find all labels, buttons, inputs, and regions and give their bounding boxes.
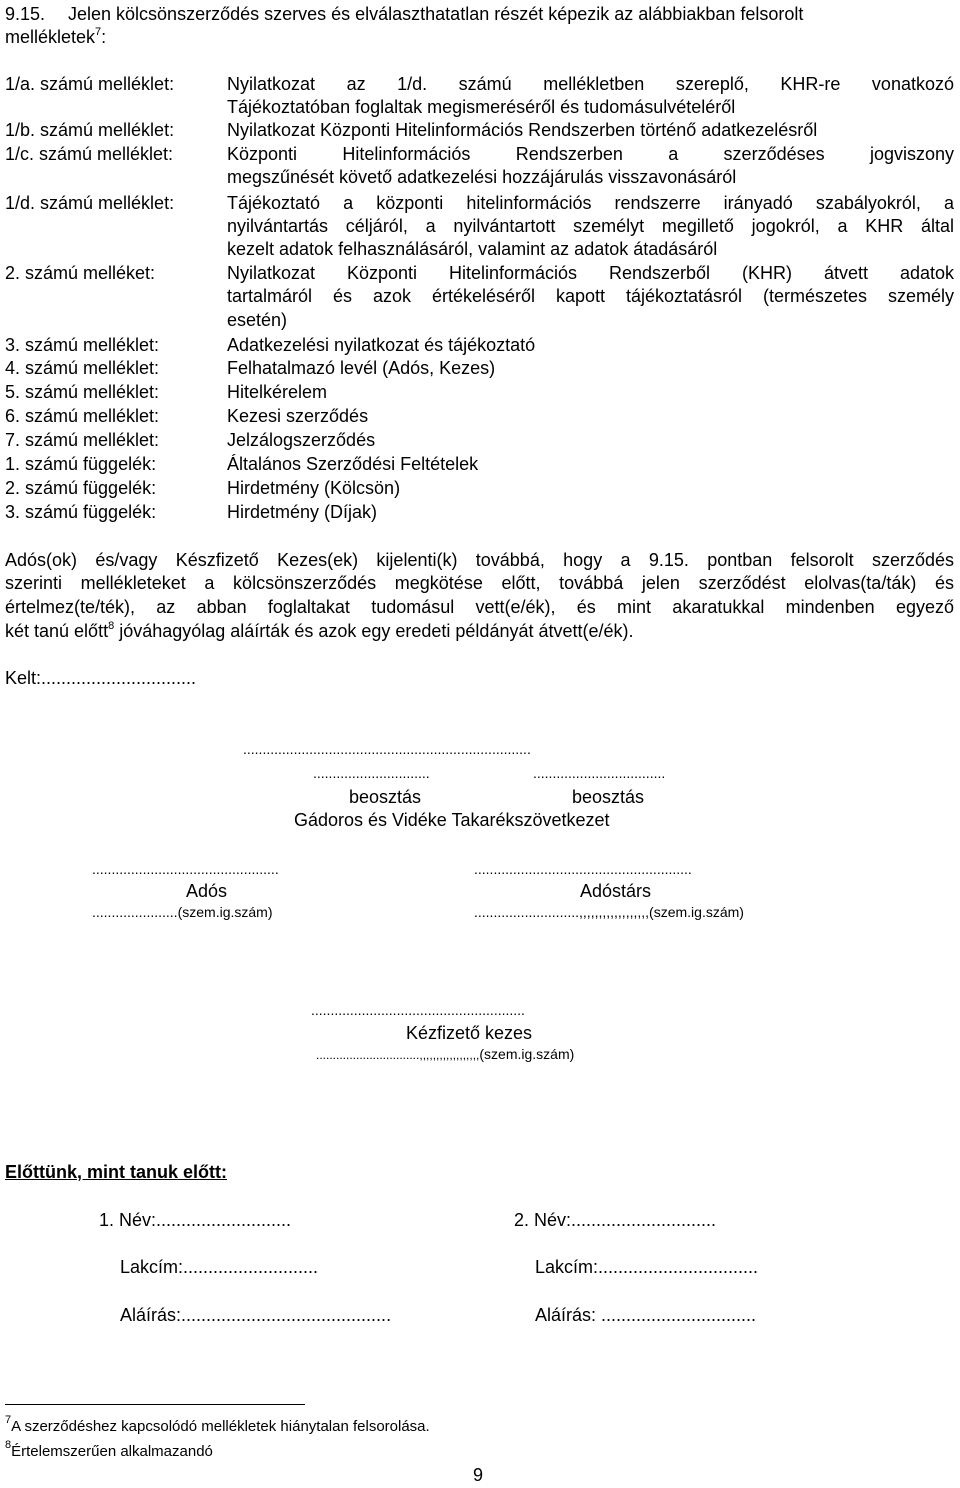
attachment-text: tartalmáról és azok értékeléséről kapott tájékoztatásról (természetes személy: [227, 286, 954, 306]
id-number-field: [92, 904, 272, 922]
id-number-field: [474, 904, 744, 922]
attachment-label: 5. számú melléklet:: [5, 382, 160, 402]
appendix-text: Általános Szerződési Feltételek: [227, 454, 479, 474]
section-number: [5, 3, 45, 26]
id-label: (szem.ig.szám): [177, 904, 273, 920]
declaration-line: [5, 620, 634, 643]
footnote-7: [5, 1414, 430, 1436]
attachment-label: 7. számú melléklet:: [5, 430, 160, 450]
declaration-text: jóváhagyólag aláírták és azok egy eredeti példányát átvett(e/ék).: [114, 621, 634, 641]
witness2-signature-text: Aláírás: ...............................: [535, 1305, 757, 1325]
section-heading-line2: [5, 26, 106, 49]
attachment-label: 1/b. számú melléklet:: [5, 120, 175, 140]
appendix-label: 3. számú függelék:: [5, 502, 157, 522]
attachment-text: Kezesi szerződés: [227, 406, 369, 426]
footnote-number: 7: [5, 1414, 12, 1426]
attachment-text: Adatkezelési nyilatkozat és tájékoztató: [227, 335, 536, 355]
attachment-text: Központi Hitelinformációs Rendszerben a szerződéses jogviszony: [227, 144, 954, 164]
date-place-field: Kelt:...............................: [5, 668, 197, 688]
signature-dots: ..........................................................................: [243, 741, 531, 757]
witness1-signature-field: Aláírás:..........................................: [120, 1305, 392, 1325]
id-dots: ......................: [92, 904, 178, 920]
appendix-label: 1. számú függelék:: [5, 454, 157, 474]
attachment-text: megszűnését követő adatkezelési hozzájárulás visszavonásáról: [227, 167, 737, 187]
page-number: 9: [473, 1465, 484, 1485]
attachment-label: 6. számú melléklet:: [5, 406, 160, 426]
witnesses-heading: Előttünk, mint tanuk előtt:: [5, 1162, 227, 1182]
attachment-text: nyilvántartás céljáról, a nyilvántartott személyt megillető jogokról, a KHR által: [227, 216, 954, 236]
footnote-ref-7: 7: [95, 26, 102, 38]
id-label: (szem.ig.szám): [649, 904, 744, 920]
declaration-line: értelmez(te/ték), az abban foglaltakat tudomásul vett(e/ék), és mint akaratukkal mindenben egyező: [5, 597, 954, 617]
co-debtor-label: Adóstárs: [580, 881, 652, 901]
appendix-text: Hirdetmény (Díjak): [227, 502, 378, 522]
appendix-text: Hirdetmény (Kölcsön): [227, 478, 401, 498]
attachment-label: 1/c. számú melléklet:: [5, 144, 174, 164]
witness2-name-field: 2. Név:.............................: [514, 1210, 717, 1230]
footnote-ref-8: 8: [108, 620, 115, 632]
attachment-text: Nyilatkozat az 1/d. számú mellékletben szereplő, KHR-re vonatkozó: [227, 74, 954, 94]
role-label: beosztás: [572, 787, 645, 807]
declaration-line: szerinti mellékleteket a kölcsönszerződés megkötése előtt, továbbá jelen szerződést elolvas(ta/ták) és: [5, 573, 954, 593]
attachment-text: kezelt adatok felhasználásáról, valamint az adatok átadásáról: [227, 239, 718, 259]
signature-dots: ................................................: [92, 861, 279, 877]
attachment-text: Tájékoztatóban foglaltak megismeréséről és tudomásulvételéről: [227, 97, 736, 117]
signature-dots: ..............................: [313, 765, 430, 781]
signature-dots: ..................................: [533, 765, 666, 781]
attachment-label: 4. számú melléklet:: [5, 358, 160, 378]
footnote-text: Értelemszerűen alkalmazandó: [11, 1443, 213, 1460]
attachment-text: Felhatalmazó levél (Adós, Kezes): [227, 358, 496, 378]
footnote-text: A szerződéshez kapcsolódó mellékletek hiánytalan felsorolása.: [11, 1418, 430, 1435]
witness2-signature-field: [535, 1304, 756, 1327]
signature-dots: ........................................................: [474, 861, 692, 877]
footnote-separator: [5, 1404, 305, 1405]
declaration-line: Adós(ok) és/vagy Készfizető Kezes(ek) kijelenti(k) továbbá, hogy a 9.15. pontban felsorolt szerződés: [5, 550, 954, 570]
heading-text-end: mellékletek: [5, 27, 96, 47]
attachment-text: Nyilatkozat Központi Hitelinformációs Rendszerből (KHR) átvett adatok: [227, 263, 954, 283]
signature-dots: .......................................................: [311, 1002, 525, 1018]
declaration-text: két tanú előtt: [5, 621, 109, 641]
attachment-label: 1/d. számú melléklet:: [5, 193, 175, 213]
debtor-label: Adós: [186, 881, 228, 901]
footnote-8: [5, 1439, 213, 1461]
bank-name: Gádoros és Vidéke Takarékszövetkezet: [294, 810, 610, 830]
attachment-text: esetén): [227, 310, 288, 330]
id-label: (szem.ig.szám): [479, 1046, 575, 1062]
attachment-text: Jelzálogszerződés: [227, 430, 376, 450]
role-label: beosztás: [349, 787, 422, 807]
attachment-label: 1/a. számú melléklet:: [5, 74, 175, 94]
attachment-label: 2. számú melléket:: [5, 263, 156, 283]
guarantor-label: Kézfizető kezes: [406, 1023, 533, 1043]
appendix-label: 2. számú függelék:: [5, 478, 157, 498]
attachment-label: 3. számú melléklet:: [5, 335, 160, 355]
id-dots: ...........................,,,,,,,,,,,,,,,,,,: [474, 904, 650, 920]
id-number-field: [316, 1046, 574, 1064]
id-dots: ...............................,,,,,,,,,,,,,,,,,,: [316, 1048, 480, 1062]
attachment-text: Hitelkérelem: [227, 382, 328, 402]
attachment-text: Nyilatkozat Központi Hitelinformációs Rendszerben történő adatkezelésről: [227, 120, 818, 140]
section-number-text: 9.15.: [5, 4, 46, 24]
heading-colon: :: [101, 27, 107, 47]
section-heading-line1: Jelen kölcsönszerződés szerves és elválaszthatatlan részét képezik az alábbiakban felsorolt: [68, 4, 804, 24]
witness1-name-field: 1. Név:...........................: [99, 1210, 292, 1230]
attachment-text: Tájékoztató a központi hitelinformációs rendszerre irányadó szabályokról, a: [227, 193, 954, 213]
footnote-number: 8: [5, 1439, 12, 1451]
witness1-address-field: Lakcím:...........................: [120, 1257, 319, 1277]
witness2-address-field: Lakcím:................................: [535, 1257, 759, 1277]
